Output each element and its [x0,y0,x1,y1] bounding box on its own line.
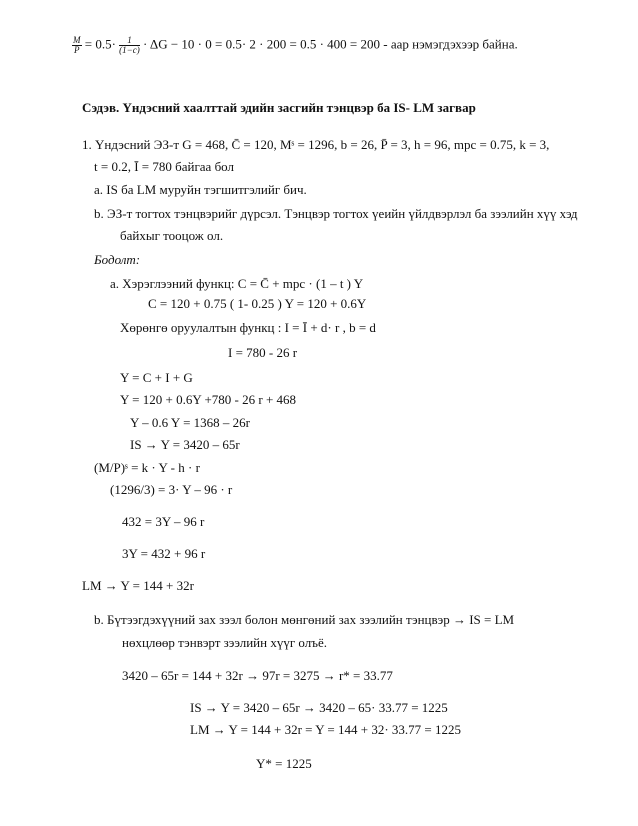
section-title: Сэдэв. Үндэсний хаалттай эдийн засгийн тэнцвэр ба IS- LM загвар [82,100,476,115]
solution-a4: I = 780 - 26 r [228,345,298,360]
solution-a13: LM → Y = 144 + 32r [82,578,194,593]
solution-b3: 3420 – 65r = 144 + 32r → 97r = 3275 → r* = 33.77 [122,668,393,683]
m-over-p-fraction [72,36,82,55]
fraction-denominator: P [74,45,80,55]
solution-a6: Y = 120 + 0.6Y +780 - 26 r + 468 [120,392,297,407]
solution-a5: Y = C + I + G [120,370,193,385]
problem-line-2: t = 0.2, Ī = 780 байгаа бол [94,159,234,174]
formula-part: · ΔG − 10 · 0 = 0.5· 2 · 200 = 0.5 · 400 = 200 - аар нэмэгдэхээр байна. [142,36,518,52]
solution-a3: Хөрөнгө оруулалтын функц : I = Ī + d· r , b = d [120,320,376,335]
solution-a9: (M/P)ˢ = k · Y - h · r [94,460,200,475]
formula-part: = 0.5· [84,36,116,52]
solution-b1: b. Бүтээгдэхүүний зах зээл болон мөнгөний зах зээлийн тэнцвэр → IS = LM [94,612,515,627]
problem-line-1: 1. Үндэсний ЭЗ-т G = 468, C̄ = 120, Mˢ = 1296, b = 26, P̄ = 3, h = 96, mpc = 0.75, k = 3, [82,137,550,152]
problem-item-a: a. IS ба LM муруйн тэгшитгэлийг бич. [94,182,307,197]
solution-a7: Y – 0.6 Y = 1368 – 26r [130,415,250,430]
solution-a12: 3Y = 432 + 96 r [122,546,206,561]
solution-a11: 432 = 3Y – 96 r [122,514,205,529]
problem-item-b: b. ЭЗ-т тогтох тэнцвэрийг дүрсэл. Тэнцвэр тогтох үеийн үйлдвэрлэл ба зээлийн хүү хэд [94,206,578,221]
solution-b2: нөхцлөөр тэнвэрт зээлийн хүүг олъё. [122,635,327,650]
fraction-numerator: M [73,35,81,45]
solution-a2: C = 120 + 0.75 ( 1- 0.25 ) Y = 120 + 0.6Y [148,296,367,311]
multiplier-fraction [119,36,140,55]
solution-b6: Y* = 1225 [256,756,312,771]
solution-label: Бодолт: [94,252,141,267]
solution-a10: (1296/3) = 3· Y – 96 · r [110,482,233,497]
solution-b4: IS → Y = 3420 – 65r → 3420 – 65· 33.77 = 1225 [190,700,448,715]
solution-a1: a. Хэрэглээний функц: C = C̄ + mpc · (1 – t ) Y [110,276,364,291]
top-formula [72,36,518,55]
solution-b5: LM → Y = 144 + 32r = Y = 144 + 32· 33.77 = 1225 [190,722,461,737]
solution-a8: IS → Y = 3420 – 65r [130,437,240,452]
problem-item-b-cont: байхыг тооцож ол. [120,228,224,243]
fraction-numerator: 1 [119,36,140,46]
fraction-denominator: (1−c) [119,45,140,55]
